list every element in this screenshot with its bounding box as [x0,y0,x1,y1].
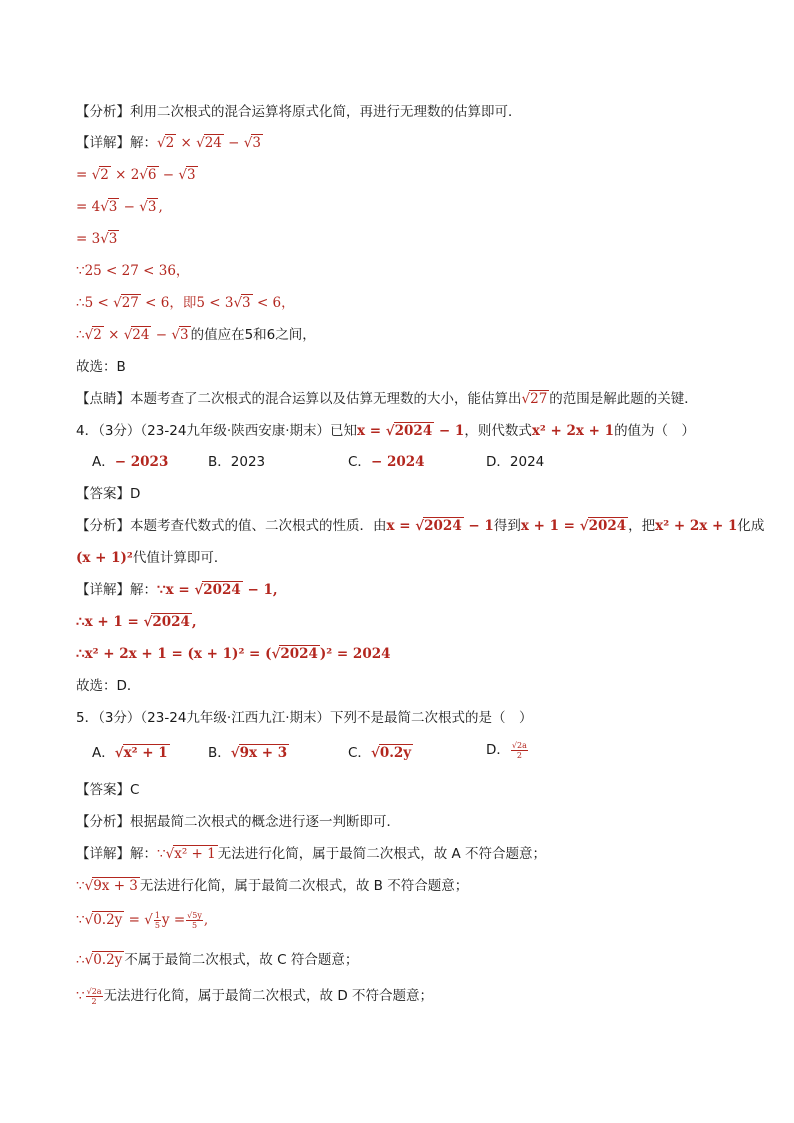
q5-detail-d: ∵ $\frac{√2a}{2}$ 无法进行化简，属于最简二次根式，故 D 不符合题意； [76,986,434,1006]
q3-ineq2: ∴5 < √27 < 6，即5 < 3√3 < 6， [76,295,295,311]
q4-choose: 故选：D． [76,678,141,694]
q3-analysis: 【分析】利用二次根式的混合运算将原式化简，再进行无理数的估算即可． [76,104,522,120]
q5-detail-c-calc: ∵√0.2y = √ $\frac{1}{5}$ y = $\frac{√5y}{5}$ , [76,910,209,930]
q4-detail: 【详解】解：∵x = √2024 − 1, [76,582,278,598]
q3-choose: 故选：B [76,359,126,375]
q5-option-c[interactable]: C．√0.2y [348,745,412,761]
q3-ineq1: ∵25 < 27 < 36， [76,263,190,279]
q4-option-b[interactable]: B．2023 [208,454,266,470]
q5-analysis: 【分析】根据最简二次根式的概念进行逐一判断即可． [76,814,400,830]
q5-option-a[interactable]: A．√x² + 1 [92,745,168,761]
q3-step3: = 3√3 [76,231,118,247]
q5-detail-b: ∵√9x + 3 无法进行化简，属于最简二次根式，故 B 不符合题意； [76,878,469,894]
q4-option-d[interactable]: D．2024 [486,454,545,470]
q4-option-a[interactable]: A．− 2023 [92,454,169,470]
q5-question: 5．（3分）（23-24九年级·江西九江·期末）下列不是最简二次根式的是（ ） [76,710,533,726]
q4-analysis-line2: (x + 1)²代值计算即可． [76,550,228,566]
q4-step1: ∴x + 1 = √2024 , [76,614,197,630]
q5-option-b[interactable]: B．√9x + 3 [208,745,288,761]
q3-detail: 【详解】解：√2 × √24 − √3 [76,135,261,151]
q4-answer: 【答案】D [76,486,141,502]
q4-option-c[interactable]: C．− 2024 [348,454,425,470]
q3-range: ∴√2 × √24 − √3 的值应在5和6之间， [76,327,316,343]
q5-detail-a: 【详解】解：∵√x² + 1 无法进行化简，属于最简二次根式，故 A 不符合题意； [76,846,547,862]
q4-question: 4．（3分）（23-24九年级·陕西安康·期末）已知x = √2024 − 1，则代数式x² + 2x + 1的值为（ ） [76,423,696,439]
q4-step2: ∴x² + 2x + 1 = (x + 1)² = (√2024 )² = 2024 [76,646,391,662]
q3-step1: = √2 × 2√6 − √3 [76,167,196,183]
q5-detail-c: ∴√0.2y 不属于最简二次根式，故 C 符合题意； [76,952,359,968]
q4-analysis-line1: 【分析】本题考查代数式的值、二次根式的性质．由x = √2024 − 1得到x + 1 = √2024 ，把x² + 2x + 1化成 [76,518,765,534]
q5-answer: 【答案】C [76,782,140,798]
q3-step2: = 4√3 − √3 , [76,199,163,215]
q5-option-d[interactable]: D． $\frac{√2a}{2}$ [486,740,527,760]
q3-comment: 【点睛】本题考查了二次根式的混合运算以及估算无理数的大小，能估算出√27 的范围是解此题的关键． [76,391,698,407]
